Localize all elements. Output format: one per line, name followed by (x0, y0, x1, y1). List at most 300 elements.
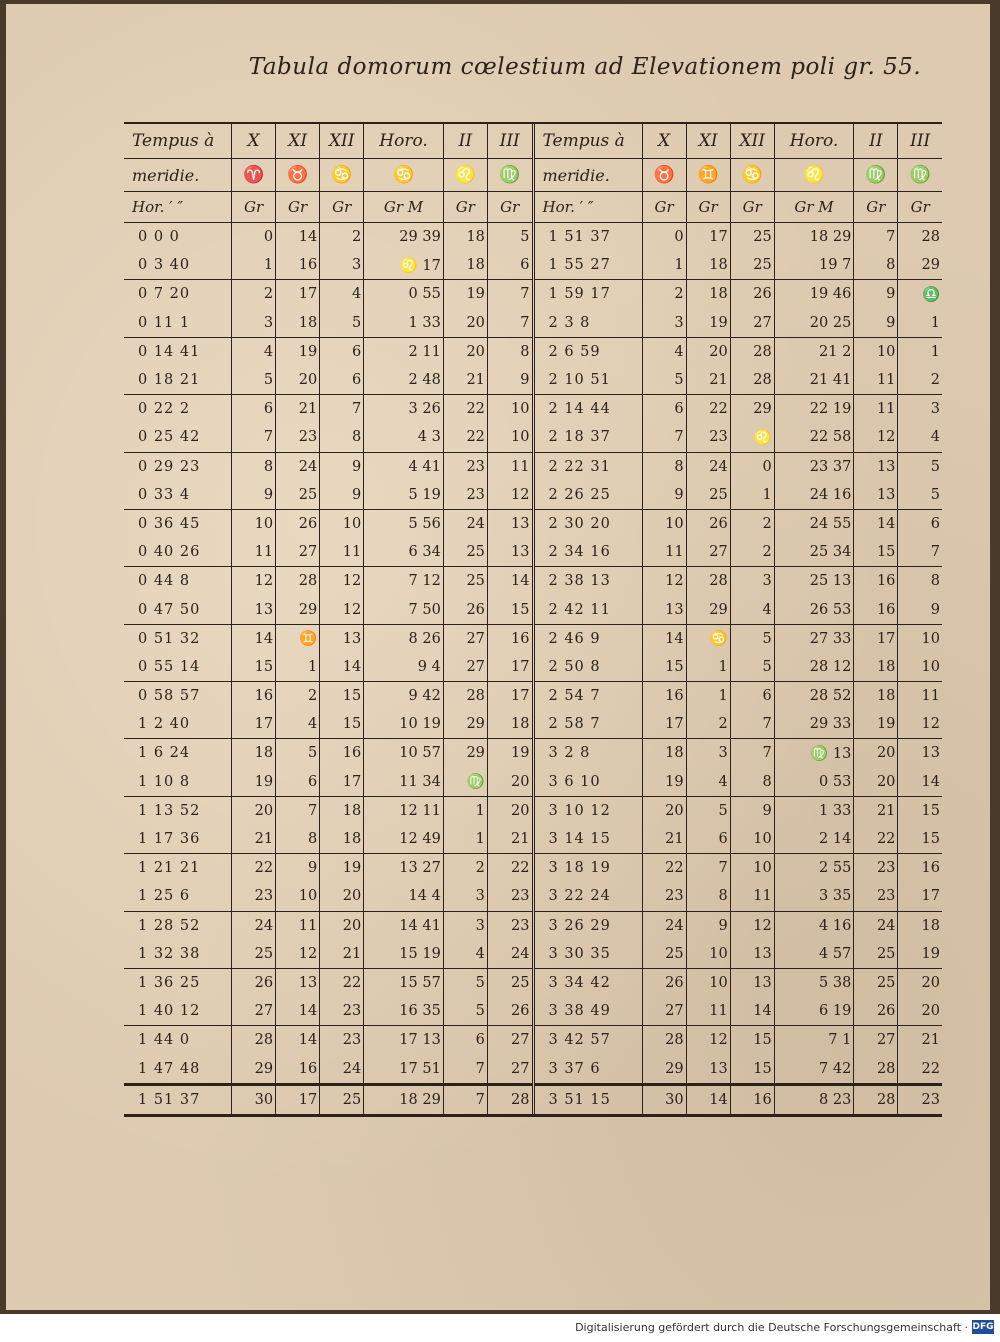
degree-cell: 4 (276, 710, 320, 739)
time-cell: 2 38 13 (535, 567, 643, 596)
time-cell: 0 22 2 (124, 395, 232, 424)
time-cell: 2 6 59 (535, 337, 643, 366)
footer-bar (0, 1314, 1000, 1342)
degree-cell: 9 (642, 481, 686, 510)
degree-cell: 16 (487, 624, 531, 653)
degree-cell: 8 26 (364, 624, 444, 653)
degree-cell: 9 (232, 481, 276, 510)
table-row (535, 940, 943, 969)
degree-cell: 7 (487, 280, 531, 309)
degree-cell: 14 4 (364, 882, 444, 911)
degree-cell: 1 33 (774, 796, 854, 825)
degree-cell: 29 33 (774, 710, 854, 739)
degree-cell: 11 34 (364, 768, 444, 797)
house-header: II (854, 124, 898, 159)
time-cell: 3 2 8 (535, 739, 643, 768)
zodiac-sign-icon: ♌ (443, 159, 487, 192)
degree-cell: 2 48 (364, 366, 444, 395)
degree-cell: 21 (443, 366, 487, 395)
degree-cell: 13 (487, 509, 531, 538)
degree-cell: 22 (443, 423, 487, 452)
degree-cell: 23 (686, 423, 730, 452)
degree-cell: 23 (642, 882, 686, 911)
degree-cell: 4 (730, 595, 774, 624)
header-units-row (535, 192, 943, 223)
time-cell: 0 0 0 (138, 229, 180, 246)
time-cell: 2 42 11 (548, 601, 611, 618)
degree-cell: 20 25 (774, 309, 854, 338)
time-cell: 0 11 1 (138, 314, 191, 331)
house-header: XII (320, 124, 364, 159)
degree-cell: 13 (854, 452, 898, 481)
degree-cell: 17 (898, 882, 942, 911)
degree-cell: 29 (232, 1054, 276, 1084)
degree-cell: 13 (276, 968, 320, 997)
degree-cell: 24 (854, 911, 898, 940)
running-title-text: Tabula domorum cœlestium ad Elevationem poli gr. 55. (248, 54, 922, 80)
degree-cell: 14 (898, 768, 942, 797)
time-cell: 2 46 9 (535, 624, 643, 653)
running-title (0, 54, 1000, 80)
degree-cell: 27 (730, 309, 774, 338)
degree-cell: 29 39 (364, 223, 444, 252)
time-cell: 2 14 44 (535, 395, 643, 424)
degree-cell: 25 (730, 251, 774, 280)
table-row (535, 911, 943, 940)
degree-cell: 5 (487, 223, 531, 252)
degree-cell: 4 57 (774, 940, 854, 969)
degree-cell: 8 (276, 825, 320, 854)
degree-cell: 8 (686, 882, 730, 911)
table-row (535, 538, 943, 567)
degree-cell: 3 35 (774, 882, 854, 911)
degree-cell: 14 41 (364, 911, 444, 940)
house-header: XI (686, 124, 730, 159)
table-row (535, 682, 943, 711)
table-row (535, 280, 943, 309)
degree-cell: 22 58 (774, 423, 854, 452)
degree-cell: 23 (898, 1084, 942, 1114)
degree-cell: 14 (730, 997, 774, 1026)
degree-cell: 24 16 (774, 481, 854, 510)
degree-cell: 17 (276, 280, 320, 309)
degree-cell: 13 (686, 1054, 730, 1084)
degree-cell: 22 (320, 968, 364, 997)
degree-cell: 2 (320, 223, 364, 252)
degree-cell: 27 (276, 538, 320, 567)
degree-cell: 21 (487, 825, 531, 854)
degree-cell: 20 (898, 968, 942, 997)
zodiac-sign-icon: ♋ (730, 159, 774, 192)
degree-cell: 9 (276, 854, 320, 883)
degree-cell: 9 42 (364, 682, 444, 711)
degree-cell: 27 (487, 1026, 531, 1055)
degree-cell: 26 (642, 968, 686, 997)
degree-cell: 5 38 (774, 968, 854, 997)
degree-cell: 27 (232, 997, 276, 1026)
degree-cell: 9 4 (364, 653, 444, 682)
time-cell: 0 55 14 (138, 658, 201, 675)
degree-cell: 16 (854, 567, 898, 596)
degree-cell: 9 (487, 366, 531, 395)
degree-cell: 3 (642, 309, 686, 338)
time-cell: 3 51 15 (535, 1084, 643, 1114)
degree-cell: 7 (730, 710, 774, 739)
degree-cell: 17 (487, 682, 531, 711)
degree-cell: 28 (642, 1026, 686, 1055)
degree-cell: 15 57 (364, 968, 444, 997)
degree-cell: 2 (232, 280, 276, 309)
degree-cell: 14 (276, 1026, 320, 1055)
house-header: Horo. (774, 124, 854, 159)
degree-cell: 21 (854, 796, 898, 825)
degree-cell: 19 (854, 710, 898, 739)
degree-cell: 25 (276, 481, 320, 510)
degree-cell: 4 (898, 423, 942, 452)
house-header: Horo. (364, 124, 444, 159)
degree-cell: ♊ (276, 624, 320, 653)
header-units-row (124, 192, 532, 223)
table-row (124, 567, 532, 596)
degree-cell: 18 (854, 682, 898, 711)
degree-cell: 8 (487, 337, 531, 366)
degree-cell: 7 (642, 423, 686, 452)
zodiac-sign-icon: ♍ (854, 159, 898, 192)
zodiac-sign-icon: ♉ (276, 159, 320, 192)
time-cell: 3 42 57 (535, 1026, 643, 1055)
degree-cell: 17 (276, 1084, 320, 1114)
degree-cell: 18 (320, 825, 364, 854)
time-cell: 1 21 21 (124, 854, 232, 883)
table-row (124, 940, 532, 969)
degree-cell: 24 (487, 940, 531, 969)
degree-cell: 0 (642, 223, 686, 252)
degree-cell: 12 (730, 911, 774, 940)
degree-cell: 18 (320, 796, 364, 825)
degree-cell: 3 (686, 739, 730, 768)
time-cell: 0 40 26 (138, 544, 201, 561)
degree-cell: 4 (232, 337, 276, 366)
table-row (535, 309, 943, 338)
degree-cell: 24 (320, 1054, 364, 1084)
degree-cell: 7 (443, 1084, 487, 1114)
degree-cell: 22 19 (774, 395, 854, 424)
degree-cell: 6 (443, 1026, 487, 1055)
table-row (535, 653, 943, 682)
degree-cell: 16 (730, 1084, 774, 1114)
house-header: II (443, 124, 487, 159)
degree-cell: 10 (487, 423, 531, 452)
degree-cell: 2 55 (774, 854, 854, 883)
table-row (535, 366, 943, 395)
degree-cell: 9 (320, 452, 364, 481)
degree-cell: 4 (443, 940, 487, 969)
degree-cell: 2 (642, 280, 686, 309)
degree-cell: 23 (276, 423, 320, 452)
degree-cell: 22 (686, 395, 730, 424)
degree-cell: 1 (642, 251, 686, 280)
table-row (535, 854, 943, 883)
table-row (124, 796, 532, 825)
degree-cell: 20 (320, 911, 364, 940)
degree-cell: 5 (898, 481, 942, 510)
time-cell: 3 6 10 (548, 773, 601, 790)
degree-cell: 6 (686, 825, 730, 854)
degree-cell: 17 51 (364, 1054, 444, 1084)
degree-cell: 15 (898, 796, 942, 825)
time-cell: 1 10 8 (138, 773, 191, 790)
degree-cell: 29 (443, 739, 487, 768)
time-cell: 0 36 45 (124, 509, 232, 538)
left-table (124, 124, 532, 1114)
degree-cell: ♋ (686, 624, 730, 653)
degree-cell: 7 (320, 395, 364, 424)
degree-cell: 1 (232, 251, 276, 280)
degree-cell: 28 (730, 366, 774, 395)
degree-cell: 15 (232, 653, 276, 682)
degree-cell: 27 (686, 538, 730, 567)
time-unit-label: Hor. ′ ″ (124, 192, 232, 223)
degree-cell: 14 (686, 1084, 730, 1114)
degree-cell: 10 (320, 509, 364, 538)
house-header: XI (276, 124, 320, 159)
table-row (124, 481, 532, 510)
time-cell: 2 30 20 (535, 509, 643, 538)
time-cell: 2 50 8 (548, 658, 601, 675)
time-cell: 2 58 7 (548, 716, 601, 733)
degree-cell: 1 (898, 337, 942, 366)
zodiac-sign-icon: ♌ (774, 159, 854, 192)
degree-cell: 28 (276, 567, 320, 596)
table-left-half (124, 124, 535, 1114)
degree-cell: 6 (487, 251, 531, 280)
degree-cell: 18 (686, 251, 730, 280)
degree-cell: 11 (854, 395, 898, 424)
degree-cell: 23 (487, 882, 531, 911)
degree-cell: 18 (276, 309, 320, 338)
degree-cell: 14 (854, 509, 898, 538)
degree-cell: 20 (276, 366, 320, 395)
degree-cell: 12 49 (364, 825, 444, 854)
degree-cell: 13 (320, 624, 364, 653)
degree-cell: 14 (320, 653, 364, 682)
degree-cell: 26 (854, 997, 898, 1026)
degree-cell: 20 (487, 768, 531, 797)
degree-cell: 24 (443, 509, 487, 538)
degree-cell: 15 (320, 710, 364, 739)
degree-cell: 19 (443, 280, 487, 309)
degree-cell: 24 (232, 911, 276, 940)
degree-cell: 4 3 (364, 423, 444, 452)
degree-cell: 23 (232, 882, 276, 911)
degree-cell: 26 (232, 968, 276, 997)
table-row (535, 395, 943, 424)
degree-cell: 17 13 (364, 1026, 444, 1055)
degree-cell: 10 (232, 509, 276, 538)
degree-cell: 24 (642, 911, 686, 940)
degree-cell: 26 53 (774, 595, 854, 624)
degree-cell: 3 (320, 251, 364, 280)
time-cell: 0 14 41 (124, 337, 232, 366)
table-row (124, 595, 532, 624)
degree-cell: 18 (443, 251, 487, 280)
zodiac-sign-icon: ♋ (364, 159, 444, 192)
table-row (535, 481, 943, 510)
table-row (124, 1026, 532, 1055)
unit-header: Gr M (774, 192, 854, 223)
time-cell: 1 40 12 (138, 1003, 201, 1020)
unit-header: Gr (730, 192, 774, 223)
table-row (124, 1084, 532, 1114)
degree-cell: 25 (320, 1084, 364, 1114)
degree-cell: 23 (854, 854, 898, 883)
degree-cell: 29 (730, 395, 774, 424)
table-row (535, 452, 943, 481)
degree-cell: 28 (730, 337, 774, 366)
degree-cell: 8 (232, 452, 276, 481)
degree-cell: 10 (642, 509, 686, 538)
degree-cell: 7 (898, 538, 942, 567)
table-row (535, 337, 943, 366)
degree-cell: 10 (730, 825, 774, 854)
degree-cell: 27 (487, 1054, 531, 1084)
degree-cell: 8 (854, 251, 898, 280)
degree-cell: 23 (320, 997, 364, 1026)
degree-cell: 17 (642, 710, 686, 739)
degree-cell: 24 (276, 452, 320, 481)
degree-cell: 14 (642, 624, 686, 653)
zodiac-sign-icon: ♈ (232, 159, 276, 192)
degree-cell: 12 (232, 567, 276, 596)
degree-cell: 3 (730, 567, 774, 596)
table-row (124, 854, 532, 883)
degree-cell: 17 (487, 653, 531, 682)
degree-cell: 19 46 (774, 280, 854, 309)
degree-cell: 10 (487, 395, 531, 424)
time-cell: 3 22 24 (548, 888, 611, 905)
degree-cell: 11 (642, 538, 686, 567)
degree-cell: 4 41 (364, 452, 444, 481)
degree-cell: 13 (730, 968, 774, 997)
degree-cell: 18 (854, 653, 898, 682)
degree-cell: 7 42 (774, 1054, 854, 1084)
degree-cell: 10 (898, 624, 942, 653)
degree-cell: 16 (276, 251, 320, 280)
table-row (124, 911, 532, 940)
table-row (535, 624, 943, 653)
degree-cell: 5 (443, 997, 487, 1026)
degree-cell: 29 (642, 1054, 686, 1084)
time-cell: 3 14 15 (548, 831, 611, 848)
degree-cell: 19 (686, 309, 730, 338)
degree-cell: 1 (276, 653, 320, 682)
degree-cell: 9 (898, 595, 942, 624)
house-header: III (487, 124, 531, 159)
degree-cell: 4 16 (774, 911, 854, 940)
degree-cell: 20 (487, 796, 531, 825)
degree-cell: 8 (642, 452, 686, 481)
degree-cell: 11 (898, 682, 942, 711)
degree-cell: 11 (854, 366, 898, 395)
time-cell: 0 18 21 (138, 372, 201, 389)
table-row (124, 624, 532, 653)
degree-cell: 28 (487, 1084, 531, 1114)
degree-cell: 15 (642, 653, 686, 682)
degree-cell: 22 (642, 854, 686, 883)
time-cell: 1 51 37 (548, 229, 611, 246)
degree-cell: 28 (232, 1026, 276, 1055)
degree-cell: 5 56 (364, 509, 444, 538)
degree-cell: 12 (320, 595, 364, 624)
unit-header: Gr (898, 192, 942, 223)
degree-cell: 18 (898, 911, 942, 940)
degree-cell: 25 (854, 968, 898, 997)
degree-cell: 7 12 (364, 567, 444, 596)
degree-cell: ♌ (730, 423, 774, 452)
table-row (124, 653, 532, 682)
degree-cell: 1 (686, 653, 730, 682)
table-row (535, 223, 943, 252)
degree-cell: 6 (898, 509, 942, 538)
degree-cell: 25 (487, 968, 531, 997)
degree-cell: 22 (854, 825, 898, 854)
degree-cell: 20 (443, 309, 487, 338)
degree-cell: 28 (443, 682, 487, 711)
degree-cell: 6 (232, 395, 276, 424)
degree-cell: 19 (642, 768, 686, 797)
degree-cell: 26 (276, 509, 320, 538)
degree-cell: 24 55 (774, 509, 854, 538)
degree-cell: 24 (686, 452, 730, 481)
degree-cell: 21 41 (774, 366, 854, 395)
unit-header: Gr (320, 192, 364, 223)
degree-cell: 4 (642, 337, 686, 366)
degree-cell: 29 (686, 595, 730, 624)
degree-cell: 28 12 (774, 653, 854, 682)
degree-cell: 0 55 (364, 280, 444, 309)
header-houses-row (124, 124, 532, 159)
degree-cell: 13 (730, 940, 774, 969)
time-label: Tempus à (542, 131, 625, 151)
degree-cell: 25 34 (774, 538, 854, 567)
degree-cell: 10 (686, 968, 730, 997)
time-cell: 2 54 7 (535, 682, 643, 711)
degree-cell: 13 (232, 595, 276, 624)
houses-table (124, 122, 942, 1117)
time-cell: 0 7 20 (124, 280, 232, 309)
degree-cell: 4 (320, 280, 364, 309)
unit-header: Gr (487, 192, 531, 223)
degree-cell: 9 (730, 796, 774, 825)
table-row (535, 1026, 943, 1055)
table-row (124, 825, 532, 854)
degree-cell: 3 (898, 395, 942, 424)
degree-cell: 25 13 (774, 567, 854, 596)
time-cell: 0 29 23 (124, 452, 232, 481)
table-row (124, 366, 532, 395)
degree-cell: 5 (232, 366, 276, 395)
time-cell: 2 3 8 (548, 314, 591, 331)
degree-cell: 13 (854, 481, 898, 510)
unit-header: Gr M (364, 192, 444, 223)
degree-cell: 2 (276, 682, 320, 711)
degree-cell: 6 (320, 366, 364, 395)
degree-cell: 6 (730, 682, 774, 711)
degree-cell: 26 (487, 997, 531, 1026)
time-cell: 3 38 49 (548, 1003, 611, 1020)
degree-cell: 9 (320, 481, 364, 510)
degree-cell: ♎ (898, 280, 942, 309)
